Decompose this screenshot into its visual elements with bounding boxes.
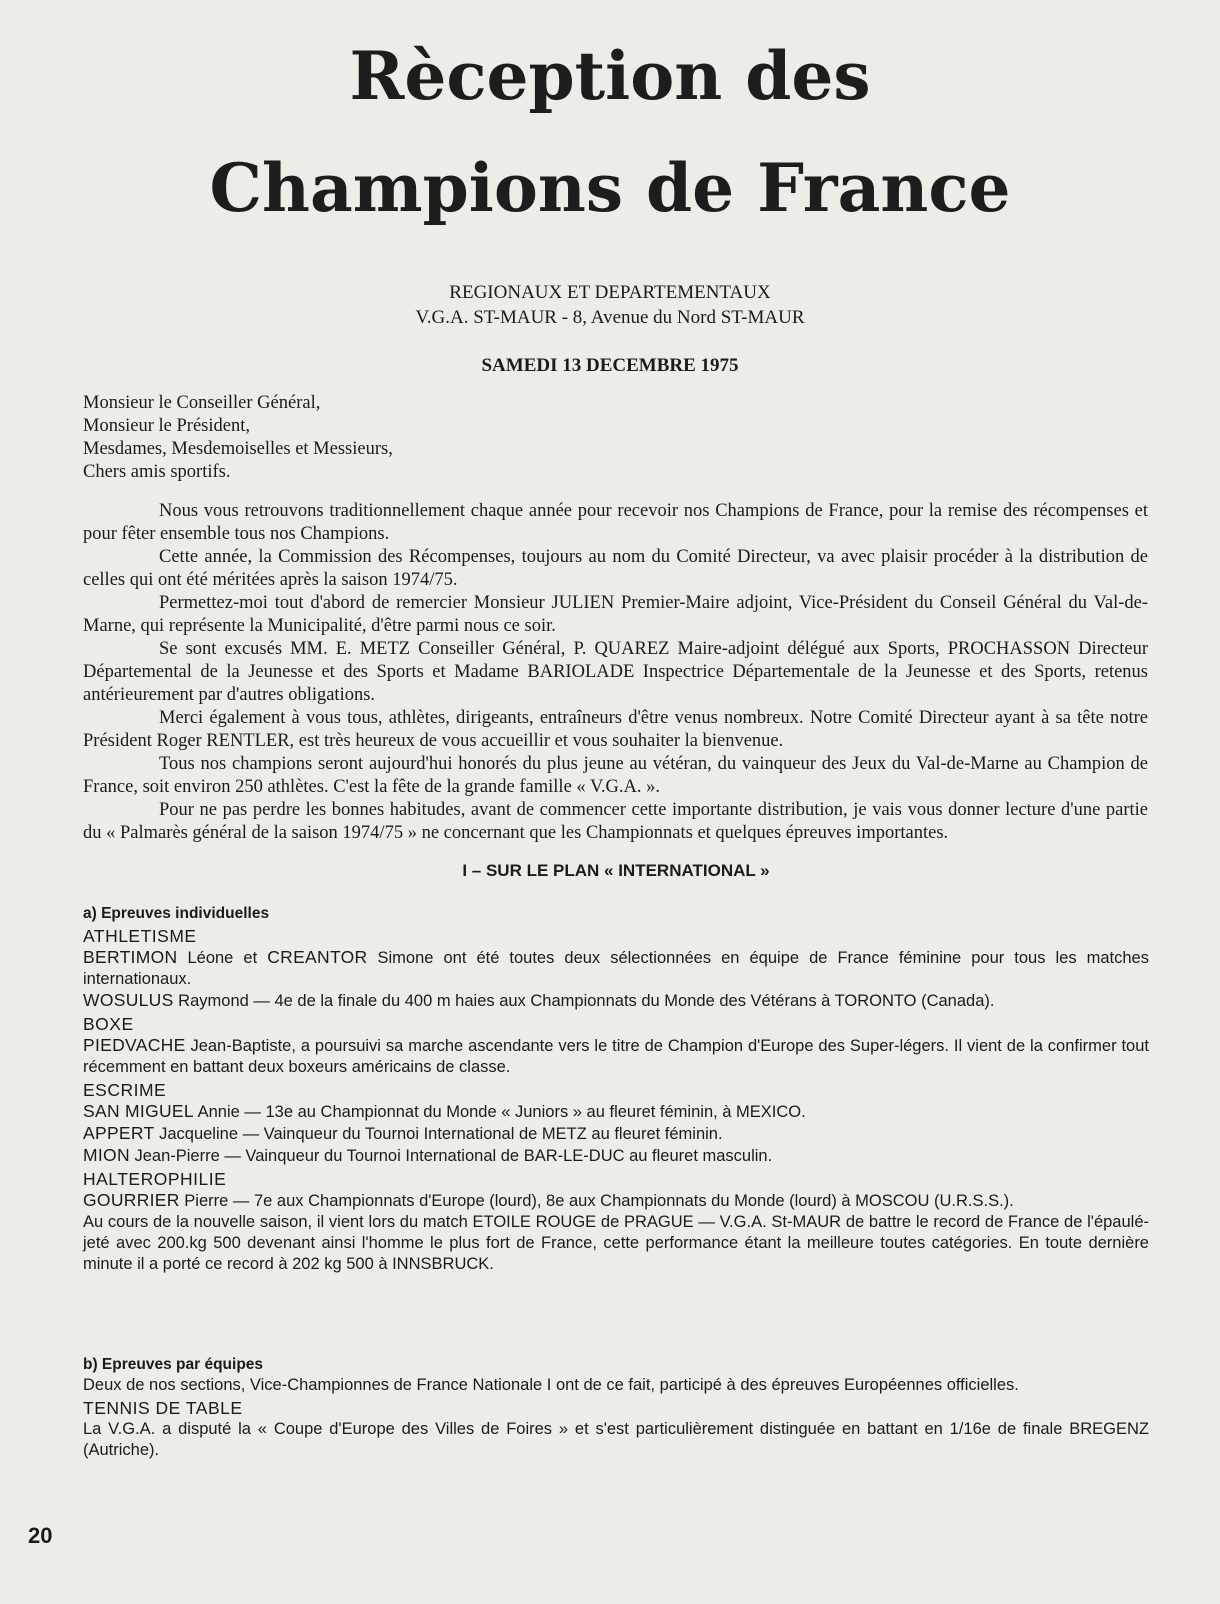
individual-heading: a) Epreuves individuelles — [83, 905, 270, 922]
athlete-name: WOSULUS — [83, 990, 174, 1010]
team-heading: b) Epreuves par équipes — [83, 1356, 264, 1373]
speech-paragraph: Tous nos champions seront aujourd'hui honorés du plus jeune au vétéran, du vainqueur des Jeux du Val-de-Marne au Champion de France, soit environ 250 athlètes. C'est la fête de la grande famille « V.G.A. ». — [83, 754, 1148, 797]
result-entry — [83, 1190, 1149, 1212]
salutation-line: Monsieur le Conseiller Général, — [83, 393, 321, 413]
result-entry — [83, 947, 1149, 990]
speech-paragraph: Cette année, la Commission des Récompenses, toujours au nom du Comité Directeur, va avec plaisir procéder à la distribution de celles qui ont été méritées après la saison 1974/75. — [83, 547, 1148, 590]
athlete-name: SAN MIGUEL — [83, 1101, 194, 1121]
athlete-name: PIEDVACHE — [83, 1035, 186, 1055]
speech-body — [83, 500, 1148, 845]
result-entry: Au cours de la nouvelle saison, il vient lors du match ETOILE ROUGE de PRAGUE — V.G.A. St-MAUR de battre le record de France de l'épaulé-jeté avec 200.kg 500 devenant ainsi l'homme le plus fort de France, cette performance étant la meilleure toutes catégories. En toute dernière minute il a porté ce record à 202 kg 500 à INNSBRUCK. — [83, 1213, 1149, 1273]
speech-paragraph: Pour ne pas perdre les bonnes habitudes, avant de commencer cette importante distribution, je vais vous donner lecture d'une partie du « Palmarès général de la saison 1974/75 » ne concernant que les Championnats et quelques épreuves importantes. — [83, 800, 1148, 843]
result-entry — [83, 1145, 1149, 1167]
team-results — [83, 1354, 1149, 1461]
speech-paragraph: Nous vous retrouvons traditionnellement chaque année pour recevoir nos Champions de France, pour la remise des récompenses et pour fêter ensemble tous nos Champions. — [83, 501, 1148, 544]
speech-paragraph: Se sont excusés MM. E. METZ Conseiller Général, P. QUAREZ Maire-adjoint délégué aux Sports, PROCHASSON Directeur Départemental de la Jeunesse et des Sports et Madame BARIOLADE Inspectrice Départementale de la Jeunesse et des Sports, retenus antérieurement par d'autres obligations. — [83, 639, 1148, 705]
page-title — [0, 20, 1220, 244]
sport-athletisme: ATHLETISME — [83, 926, 197, 946]
section-heading: I – SUR LE PLAN « INTERNATIONAL » — [462, 861, 770, 880]
entry-text: Annie — 13e au Championnat du Monde « Juniors » au fleuret féminin, à MEXICO. — [193, 1103, 806, 1121]
result-entry — [83, 1101, 1149, 1123]
title-line-1: Rèception des — [349, 37, 871, 115]
salutation-line: Chers amis sportifs. — [83, 462, 231, 482]
team-intro: Deux de nos sections, Vice-Championnes de France Nationale I ont de ce fait, participé à des épreuves Européennes officielles. — [83, 1376, 1019, 1394]
athlete-name: GOURRIER — [83, 1190, 180, 1210]
salutation — [83, 392, 1148, 484]
speech-paragraph: Permettez-moi tout d'abord de remercier Monsieur JULIEN Premier-Maire adjoint, Vice-Président du Conseil Général du Val-de-Marne, qui représente la Municipalité, d'être parmi nous ce soir. — [83, 593, 1148, 636]
entry-text: Léone et — [177, 949, 268, 967]
athlete-name: MION — [83, 1145, 130, 1165]
athlete-name: APPERT — [83, 1123, 155, 1143]
result-entry — [83, 990, 1149, 1012]
event-header — [0, 280, 1220, 378]
result-entry — [83, 1035, 1149, 1078]
sport-tennis-de-table: TENNIS DE TABLE — [83, 1398, 243, 1418]
entry-text: Pierre — 7e aux Championnats d'Europe (lourd), 8e aux Championnats du Monde (lourd) à MOSCOU (U.R.S.S.). — [179, 1192, 1014, 1210]
entry-text: Raymond — 4e de la finale du 400 m haies aux Championnats du Monde des Vétérans à TORONTO (Canada). — [173, 992, 995, 1010]
entry-text: Jean-Pierre — Vainqueur du Tournoi International de BAR-LE-DUC au fleuret masculin. — [129, 1147, 773, 1165]
entry-text: Jacqueline — Vainqueur du Tournoi International de METZ au fleuret féminin. — [154, 1125, 723, 1143]
entry-text: Jean-Baptiste, a poursuivi sa marche ascendante vers le titre de Champion d'Europe des Super-légers. Il vient de la confirmer tout récemment en battant deux boxeurs américains de classe. — [83, 1037, 1149, 1076]
title-line-2: Champions de France — [209, 149, 1011, 227]
result-entry — [83, 1123, 1149, 1145]
sport-escrime: ESCRIME — [83, 1080, 167, 1100]
header-line-1: REGIONAUX ET DEPARTEMENTAUX — [449, 282, 771, 303]
individual-results — [83, 903, 1149, 1275]
header-line-2: V.G.A. ST-MAUR - 8, Avenue du Nord ST-MAUR — [415, 307, 805, 328]
page-number: 20 — [28, 1523, 53, 1548]
speech-paragraph: Merci également à vous tous, athlètes, dirigeants, entraîneurs d'être venus nombreux. Notre Comité Directeur ayant à sa tête notre Président Roger RENTLER, est très heureux de vous accueillir et vous souhaiter la bienvenue. — [83, 708, 1148, 751]
sport-boxe: BOXE — [83, 1014, 134, 1034]
salutation-line: Monsieur le Président, — [83, 416, 250, 436]
salutation-line: Mesdames, Mesdemoiselles et Messieurs, — [83, 439, 393, 459]
event-date: SAMEDI 13 DECEMBRE 1975 — [481, 355, 739, 376]
athlete-name: BERTIMON — [83, 947, 178, 967]
athlete-name: CREANTOR — [267, 947, 368, 967]
result-entry: La V.G.A. a disputé la « Coupe d'Europe des Villes de Foires » et s'est particulièrement distinguée en battant en 1/16e de finale BREGENZ (Autriche). — [83, 1420, 1149, 1459]
entry-text: Simone ont été toutes deux sélectionnées en équipe de France féminine pour tous les matches internationaux. — [83, 949, 1149, 988]
sport-halterophilie: HALTEROPHILIE — [83, 1169, 227, 1189]
